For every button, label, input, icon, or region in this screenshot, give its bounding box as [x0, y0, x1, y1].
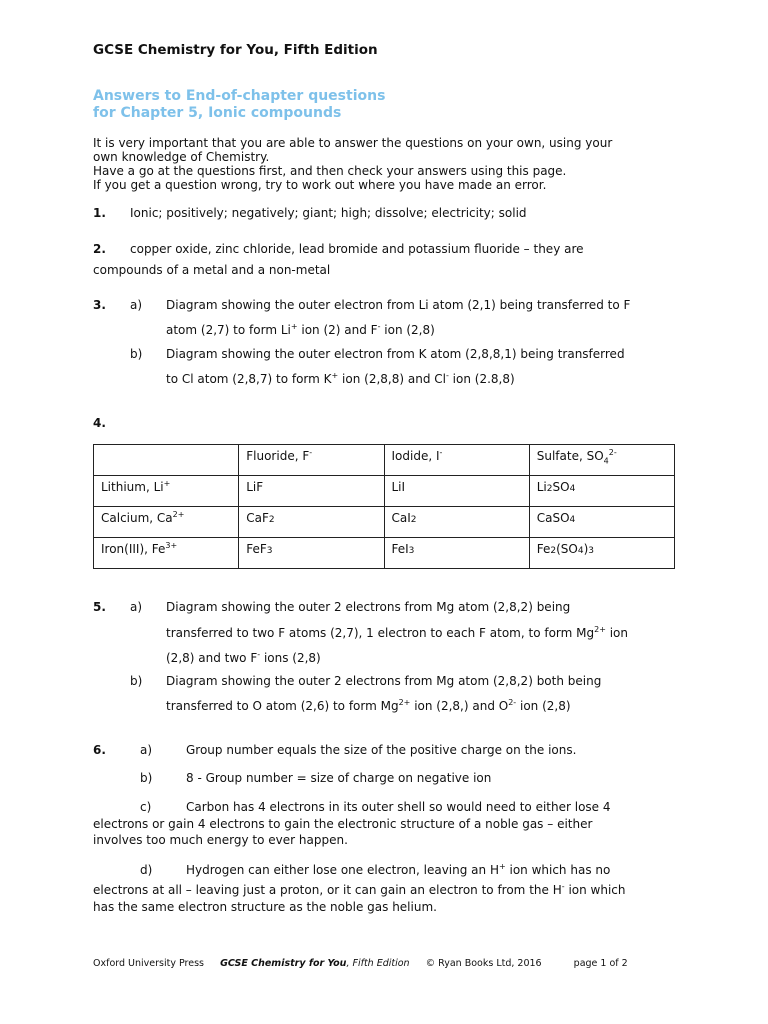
table-cell: Lithium, Li+ [94, 476, 239, 507]
q6c-line2: electrons or gain 4 electrons to gain the electronic structure of a noble gas – either [93, 817, 593, 831]
q6b-text: 8 - Group number = size of charge on negative ion [186, 771, 492, 785]
q6b-label: b) [140, 771, 153, 785]
q6-number: 6. [93, 743, 106, 757]
footer-edition: , Fifth Edition [346, 958, 410, 969]
table-cell: FeI3 [384, 538, 529, 569]
q5a-label: a) [130, 600, 143, 614]
q5a-line3: (2,8) and two F- ions (2,8) [166, 650, 321, 665]
q5b-label: b) [130, 674, 143, 688]
q6d-line2: electrons at all – leaving just a proton, or it can gain an electron to from the H- ion which [93, 882, 626, 897]
q6d-line3: has the same electron structure as the noble gas helium. [93, 900, 437, 914]
q2-answer-line1: copper oxide, zinc chloride, lead bromide and potassium fluoride – they are [130, 242, 584, 256]
q5a-line2: transferred to two F atoms (2,7), 1 electron to each F atom, to form $Mg^{2+}$ ion [166, 625, 629, 640]
q3b-label: b) [130, 347, 143, 361]
footer-book-title: GCSE Chemistry for You [220, 958, 347, 969]
q6a-label: a) [140, 743, 153, 757]
q3-number: 3. [93, 298, 106, 312]
table-row [94, 507, 675, 538]
footer-page-number: page 1 of 2 [573, 958, 628, 969]
q3b-line1: Diagram showing the outer electron from K atom (2,8,8,1) being transferred [166, 347, 625, 361]
intro-line: own knowledge of Chemistry. [93, 150, 270, 164]
q2-answer-line2: compounds of a metal and a non-metal [93, 263, 331, 277]
q1-number: 1. [93, 206, 106, 220]
table-cell: Iron(III), $Fe^{3+}$ [94, 538, 239, 569]
table-cell: LiF [239, 476, 384, 507]
q5b-line2: transferred to O atom (2,6) to form $Mg^{2+}$ ion (2,8,) and $O^{2-}$ ion (2,8) [166, 698, 571, 713]
table-header-cell: Sulfate, $SO_4^{2-}$ [529, 445, 674, 476]
table-cell: FeF3 [239, 538, 384, 569]
q1-answer: Ionic; positively; negatively; giant; high; dissolve; electricity; solid [130, 206, 527, 220]
q3b-line2: to Cl atom (2,8,7) to form K+ ion (2,8,8) and Cl- ion (2.8,8) [166, 371, 515, 386]
table-cell: CaSO4 [529, 507, 674, 538]
q4-number: 4. [93, 416, 106, 430]
q6d-line1: Hydrogen can either lose one electron, leaving an H+ ion which has no [186, 862, 611, 877]
heading-line-1: Answers to End-of-chapter questions [93, 88, 386, 104]
q3a-label: a) [130, 298, 143, 312]
table-header-row [94, 445, 675, 476]
q5-number: 5. [93, 600, 106, 614]
intro-line: If you get a question wrong, try to work out where you have made an error. [93, 178, 547, 192]
table-cell: CaF2 [239, 507, 384, 538]
table-cell: Li2SO4 [529, 476, 674, 507]
q2-number: 2. [93, 242, 106, 256]
q5b-line1: Diagram showing the outer 2 electrons from Mg atom (2,8,2) both being [166, 674, 602, 688]
page-footer [93, 958, 628, 969]
q6c-label: c) [140, 800, 152, 814]
table-cell: LiI [384, 476, 529, 507]
document-title: GCSE Chemistry for You, Fifth Edition [93, 42, 378, 58]
intro-line: It is very important that you are able to answer the questions on your own, using your [93, 136, 613, 150]
intro-paragraph [93, 136, 683, 192]
table-header-cell: Iodide, I- [384, 445, 529, 476]
heading-line-2: for Chapter 5, Ionic compounds [93, 105, 342, 121]
table-cell: CaI2 [384, 507, 529, 538]
q5a-line1: Diagram showing the outer 2 electrons from Mg atom (2,8,2) being [166, 600, 571, 614]
q3a-line2: atom (2,7) to form Li+ ion (2) and F- ion (2,8) [166, 322, 435, 337]
ionic-formula-table [93, 444, 675, 569]
footer-copyright: © Ryan Books Ltd, 2016 [425, 958, 542, 969]
table-cell [94, 445, 239, 476]
intro-line: Have a go at the questions first, and then check your answers using this page. [93, 164, 567, 178]
q6d-label: d) [140, 863, 153, 877]
footer-publisher: Oxford University Press [93, 958, 204, 969]
table-cell: Fe2(SO4)3 [529, 538, 674, 569]
q6c-line1: Carbon has 4 electrons in its outer shell so would need to either lose 4 [186, 800, 611, 814]
table-cell: Calcium, $Ca^{2+}$ [94, 507, 239, 538]
q6a-text: Group number equals the size of the positive charge on the ions. [186, 743, 577, 757]
q6c-line3: involves too much energy to ever happen. [93, 833, 348, 847]
table-header-cell: Fluoride, F- [239, 445, 384, 476]
table-row [94, 538, 675, 569]
q3a-line1: Diagram showing the outer electron from Li atom (2,1) being transferred to F [166, 298, 631, 312]
table-row [94, 476, 675, 507]
